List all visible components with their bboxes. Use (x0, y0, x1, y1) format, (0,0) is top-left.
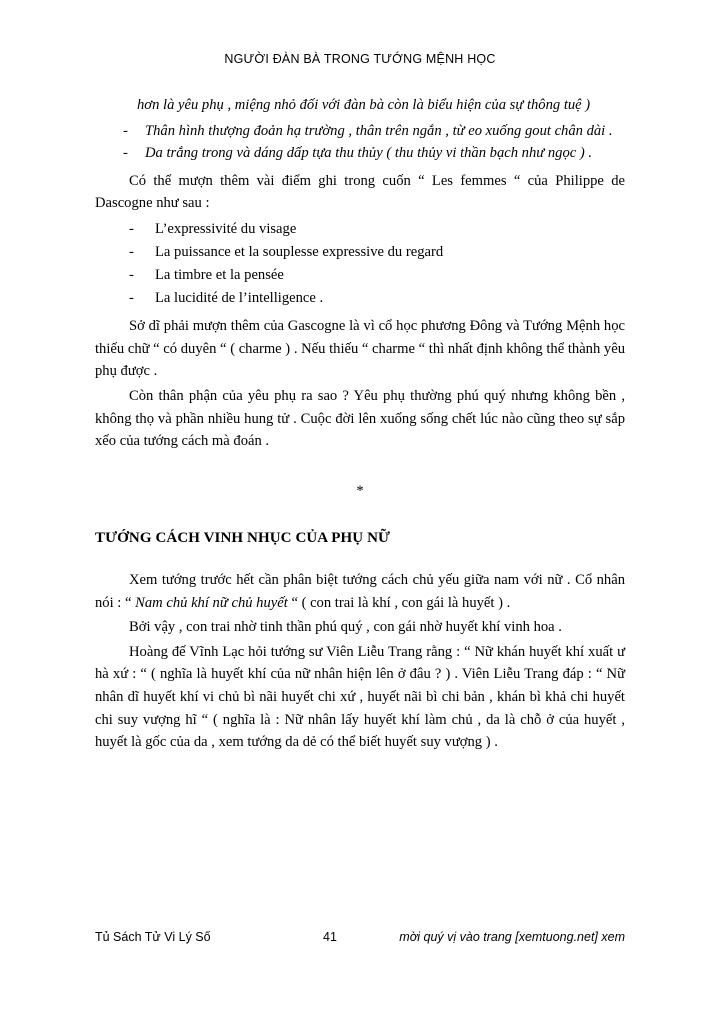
section-divider-asterisk: * (356, 482, 364, 499)
fate-paragraph: Còn thân phận của yêu phụ ra sao ? Yêu phụ thường phú quý nhưng không bền , không thọ và phần nhiều hung tử . Cuộc đời lên xuống sống chết lúc nào cũng theo sự sắp xếo của tướng cách mà đoán . (95, 388, 625, 450)
dash-marker: - (123, 122, 128, 139)
dash-marker: - (129, 267, 134, 284)
borrow-paragraph: Có thể mượn thêm vài điểm ghi trong cuốn “ Les femmes “ của Philippe de Dascogne như sau : (95, 172, 625, 212)
page-footer (95, 930, 625, 944)
french-point-text: L’expressivité du visage (155, 221, 297, 238)
list-item (129, 241, 625, 264)
list-item (129, 264, 625, 287)
list-item (123, 120, 625, 143)
page-header-title: NGƯỜI ĐÀN BÀ TRONG TƯỚNG MỆNH HỌC (224, 52, 496, 66)
dash-marker: - (129, 290, 134, 307)
french-point-text: La timbre et la pensée (155, 267, 284, 284)
section-paragraph-1-text: Xem tướng trước hết cần phân biệt tướng cách chủ yếu giữa nam với nữ . Cổ nhân nói : “ Nam chủ khí nữ chủ huyết “ ( con trai là khí , con gái là huyết ) . (95, 571, 625, 611)
dash-marker: - (123, 145, 128, 162)
french-point-text: La puissance et la souplesse expressive du regard (155, 244, 444, 261)
french-points-list (95, 218, 625, 310)
page-content (95, 52, 625, 754)
list-item (123, 142, 625, 165)
dash-marker: - (129, 221, 134, 238)
quoted-italic-phrase: Nam chủ khí nữ chủ huyết (135, 594, 288, 611)
section-paragraph-2: Bởi vậy , con trai nhờ tinh thần phú quý , con gái nhờ huyết khí vinh hoa . (129, 619, 562, 636)
footer-page-number: 41 (323, 930, 337, 944)
french-point-text: La lucidité de l’intelligence . (155, 290, 324, 307)
section-paragraph-1 (95, 569, 625, 614)
section-paragraph-3: Hoàng đế Vĩnh Lạc hỏi tướng sư Viên Liễu Trang rằng : “ Nữ khán huyết khí xuất ư hà xứ : “ ( nghĩa là huyết khí của nữ nhân hiện lên ở đâu ? ) . Viên Liễu Trang đáp : “ Nữ nhân dĩ huyết khí vi chủ bì nãi huyết chi xứ , huyết nãi bì chi bản , khán bì khả chi huyết chi suy vượng hĩ “ ( nghĩa là : Nữ nhân lấy huyết khí làm chủ , da là chỗ ở của huyết , huyết là gốc của da , xem tướng da dẻ có thể biết huyết suy vượng ) . (95, 643, 625, 751)
list-item (129, 218, 625, 241)
footer-left-text: Tủ Sách Tử Vi Lý Số (95, 930, 211, 944)
reason-paragraph: Sở dĩ phải mượn thêm của Gascogne là vì cổ học phương Đông và Tướng Mệnh học thiếu chữ “ có duyên “ ( charme ) . Nếu thiếu “ charme “ thì nhất định không thể thành yêu phụ được . (95, 318, 625, 380)
list-item (129, 287, 625, 310)
section-title: TƯỚNG CÁCH VINH NHỤC CỦA PHỤ NỮ (95, 529, 391, 546)
trait-text: Da trắng trong và dáng dấp tựa thu thủy ( thu thủy vi thần bạch như ngọc ) . (145, 145, 593, 162)
dash-marker: - (129, 244, 134, 261)
footer-right-text: mời quý vị vào trang [xemtuong.net] xem (399, 930, 625, 944)
traits-list (95, 120, 625, 165)
trait-text: Thân hình thượng đoản hạ trường , thân trên ngắn , từ eo xuống gout chân dài . (145, 122, 613, 139)
continuation-paragraph: hơn là yêu phụ , miệng nhỏ đối với đàn bà còn là biểu hiện của sự thông tuệ ) (137, 97, 591, 113)
